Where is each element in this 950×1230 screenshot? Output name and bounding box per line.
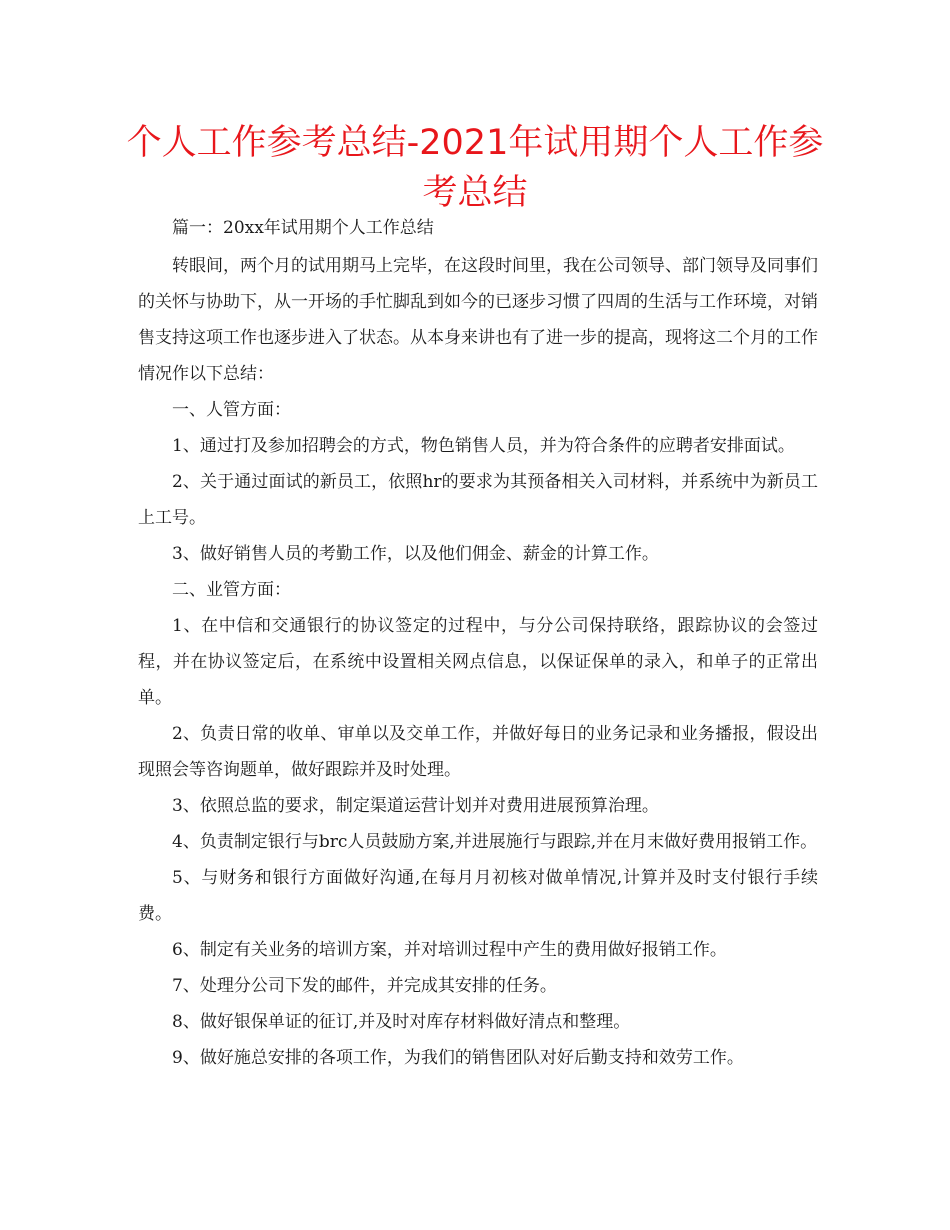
list-item: 2、关于通过面试的新员工，依照hr的要求为其预备相关入司材料，并系统中为新员工上工号。 (138, 472, 818, 528)
section-heading-personnel: 一、人管方面： (172, 400, 291, 420)
section-heading-business: 二、业管方面： (172, 580, 291, 600)
list-item: 2、负责日常的收单、审单以及交单工作，并做好每日的业务记录和业务播报，假设出现照会等咨询题单，做好跟踪并及时处理。 (138, 724, 818, 780)
list-item: 4、负责制定银行与brc人员鼓励方案,并进展施行与跟踪,并在月末做好费用报销工作。 (172, 832, 818, 852)
list-item: 1、通过打及参加招聘会的方式，物色销售人员，并为符合条件的应聘者安排面试。 (172, 436, 795, 456)
list-item: 7、处理分公司下发的邮件，并完成其安排的任务。 (172, 976, 557, 996)
list-item: 1、在中信和交通银行的协议签定的过程中，与分公司保持联络，跟踪协议的会签过程，并在协议签定后，在系统中设置相关网点信息，以保证保单的录入，和单子的正常出单。 (138, 616, 818, 708)
list-item: 9、做好施总安排的各项工作，为我们的销售团队对好后勤支持和效劳工作。 (172, 1048, 744, 1068)
document-title: 个人工作参考总结-2021年试用期个人工作参考总结 (126, 123, 824, 213)
list-item: 6、制定有关业务的培训方案，并对培训过程中产生的费用做好报销工作。 (172, 940, 727, 960)
document-body (138, 210, 818, 1076)
list-item: 5、与财务和银行方面做好沟通,在每月月初核对做单情况,计算并及时支付银行手续费。 (138, 868, 818, 924)
paragraph-intro: 转眼间，两个月的试用期马上完毕，在这段时间里，我在公司领导、部门领导及同事们的关怀与协助下，从一开场的手忙脚乱到如今的已逐步习惯了四周的生活与工作环境，对销售支持这项工作也逐步进入了状态。从本身来讲也有了进一步的提高，现将这二个月的工作情况作以下总结： (138, 256, 818, 384)
list-item: 3、依照总监的要求，制定渠道运营计划并对费用进展预算治理。 (172, 796, 659, 816)
list-item: 3、做好销售人员的考勤工作，以及他们佣金、薪金的计算工作。 (172, 544, 659, 564)
section-heading: 篇一：20xx年试用期个人工作总结 (172, 218, 434, 238)
list-item: 8、做好银保单证的征订,并及时对库存材料做好清点和整理。 (172, 1012, 631, 1032)
